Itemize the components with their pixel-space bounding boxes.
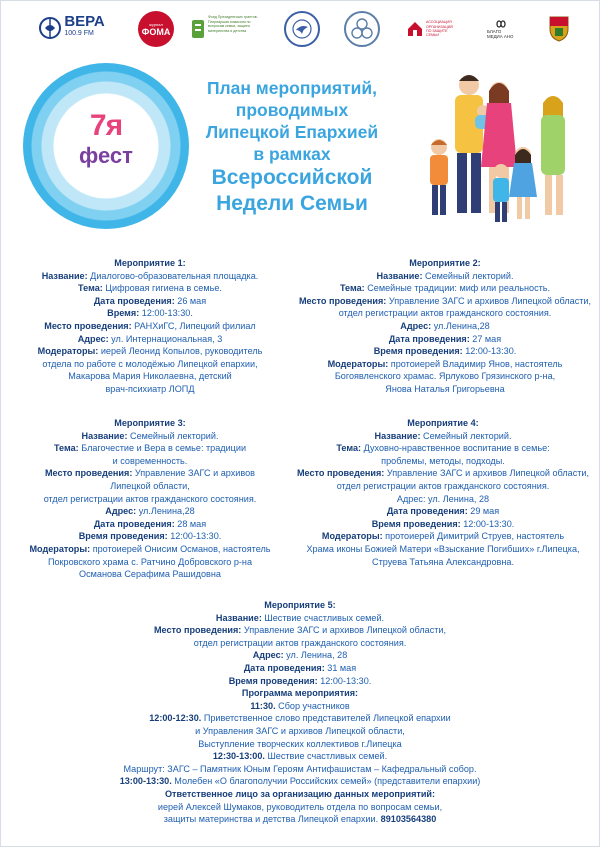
infinity-icon <box>493 19 509 29</box>
title-line-6: Недели Семьи <box>216 192 368 215</box>
blago-media-logo <box>482 11 520 47</box>
vera-name: ВЕРА <box>64 13 105 30</box>
event-line <box>291 383 599 396</box>
title-line-3: Липецкой Епархией <box>205 122 379 142</box>
field-label: 11:30. <box>250 700 276 711</box>
event-line <box>287 493 599 506</box>
field-label: Модераторы: <box>37 346 99 357</box>
festival-logo-line2: фест <box>79 143 133 168</box>
event-line <box>1 518 299 531</box>
event-2 <box>291 257 599 396</box>
foma-small: журнал <box>149 21 163 27</box>
field-value: и современность. <box>112 455 188 466</box>
field-label: Дата проведения: <box>386 506 468 517</box>
event-line <box>1 358 299 371</box>
event-line <box>1 430 299 443</box>
event-line <box>287 543 599 556</box>
field-label: Дата проведения: <box>243 662 325 673</box>
field-value: Семейный лекторий. <box>420 430 512 441</box>
fund-text: Фонд Президентских грантов. Патриаршая комиссия по вопросам семьи, защиты материнства и детства <box>208 15 258 33</box>
event-heading: Мероприятие 4: <box>407 418 479 428</box>
event-line <box>287 455 599 468</box>
event-4 <box>287 417 599 568</box>
event-line <box>291 320 599 333</box>
event-1 <box>1 257 299 396</box>
event-line <box>1 813 599 826</box>
coat-of-arms-icon <box>547 13 571 43</box>
event-line <box>1 383 299 396</box>
family-illustration <box>417 67 583 237</box>
field-value: 12:00-13:30. <box>139 308 193 319</box>
field-label: Название: <box>215 612 262 623</box>
event-line <box>1 637 599 650</box>
event-line <box>1 763 599 776</box>
event-line <box>1 370 299 383</box>
event-line <box>1 725 599 738</box>
event-line <box>287 556 599 569</box>
title-line-4: в рамках <box>253 144 331 164</box>
family-symbol-logo <box>344 11 380 47</box>
field-value: РАНХиГС, Липецкий филиал <box>131 320 256 331</box>
event-line <box>1 750 599 763</box>
vera-radio-logo <box>31 11 113 45</box>
field-value: Шествие счастливых семей. <box>264 751 388 762</box>
field-value: проблемы, методы, подходы. <box>381 455 505 466</box>
grant-fund-icon <box>191 18 205 40</box>
event-line <box>1 675 599 688</box>
field-value: ул.Ленина,28 <box>136 506 195 517</box>
field-label: Модераторы: <box>327 358 389 369</box>
event-line <box>1 307 299 320</box>
field-value: Благочестие и Вера в семье: традиции <box>78 443 247 454</box>
field-label: Название: <box>41 270 88 281</box>
event-line <box>1 700 599 713</box>
fund-logo <box>191 11 267 47</box>
event-line <box>1 345 299 358</box>
field-label: Время проведения: <box>371 518 461 529</box>
field-value: протоиерей Онисим Османов, настоятель <box>90 543 271 554</box>
field-value: Духовно-нравственное воспитание в семье: <box>361 443 550 454</box>
field-value: Цифровая гигиена в семье. <box>102 283 222 294</box>
field-label: Модераторы: <box>321 531 383 542</box>
field-label: Тема: <box>339 283 365 294</box>
event-line <box>1 801 599 814</box>
event-line <box>1 543 299 556</box>
field-value: отдел регистрации актов гражданского состояния. <box>338 308 552 319</box>
field-value: ул. Ленина, 28 <box>283 650 348 661</box>
field-value: Семейные традиции: миф или реальность. <box>364 283 551 294</box>
event-line <box>1 270 299 283</box>
field-label: Место проведения: <box>44 320 132 331</box>
field-value: 28 мая <box>174 518 207 529</box>
association-text: АССОЦИАЦИЯ ОРГАНИЗАЦИЙ ПО ЗАЩИТЕ СЕМЬИ <box>426 20 453 38</box>
field-value: Молебен «О благополучии Российских семей» (представители епархии) <box>171 776 481 787</box>
field-label: Дата проведения: <box>93 295 175 306</box>
field-label: Место проведения: <box>298 295 387 306</box>
event-line <box>1 788 599 801</box>
field-label: Тема: <box>78 283 103 294</box>
field-value: Управление ЗАГС и архивов Липецкой области, <box>384 468 590 479</box>
event-line <box>291 345 599 358</box>
festival-logo <box>75 109 137 177</box>
field-value: ул.Ленина,28 <box>431 320 490 331</box>
field-value: Маршрут: ЗАГС – Памятник Юным Героям Антифашистам – Кафедральный собор. <box>123 763 477 774</box>
field-value: Шествие счастливых семей. <box>261 612 385 623</box>
field-label: Место проведения: <box>153 625 242 636</box>
field-value: врач-психиатр ЛОПД <box>105 383 195 394</box>
event-line <box>287 442 599 455</box>
field-value: 12:00-13:30. <box>167 531 222 542</box>
commission-seal-logo <box>284 11 320 47</box>
field-label: Время проведения: <box>78 531 168 542</box>
event-line <box>1 662 599 675</box>
field-label: Адрес: <box>400 320 432 331</box>
association-logo <box>406 11 458 47</box>
title-line-5: Всероссийской <box>211 166 373 189</box>
field-label: Дата проведения: <box>388 333 470 344</box>
field-value: иерей Леонид Копылов, руководитель <box>98 346 263 357</box>
field-label: Тема: <box>336 443 362 454</box>
event-line <box>1 738 599 751</box>
field-label: Ответственное лицо за организацию данных мероприятий: <box>164 788 436 799</box>
event-line <box>287 505 599 518</box>
event-3 <box>1 417 299 581</box>
event-line <box>1 493 299 506</box>
field-value: Струева Татьяна Александровна. <box>372 556 514 567</box>
field-label: Дата проведения: <box>93 518 175 529</box>
field-value: 12:00-13:30. <box>317 675 372 686</box>
event-line <box>287 430 599 443</box>
field-value: Адрес: ул. Ленина, 28 <box>396 493 490 504</box>
event-heading: Мероприятие 2: <box>409 258 481 268</box>
field-label: Место проведения: <box>44 468 133 479</box>
field-value: Приветственное слово представителей Липецкой епархии <box>201 713 451 724</box>
event-5 <box>1 599 599 826</box>
field-value: Диалогово-образовательная площадка. <box>87 270 259 281</box>
field-label: Название: <box>376 270 423 281</box>
event-line <box>291 307 599 320</box>
fish-cross-icon <box>39 14 61 42</box>
event-line <box>1 556 299 569</box>
field-label: Место проведения: <box>296 468 385 479</box>
field-value: Управление ЗАГС и архивов Липецкой области, <box>241 625 447 636</box>
field-value: 12:00-13:30. <box>462 346 517 357</box>
field-label: Адрес: <box>77 333 109 344</box>
event-heading: Мероприятие 3: <box>114 418 186 428</box>
field-value: 31 мая <box>324 662 357 673</box>
field-value: Семейный лекторий. <box>127 430 219 441</box>
event-line <box>1 480 299 493</box>
field-value: 26 мая <box>174 295 207 306</box>
lipetsk-coat-of-arms <box>546 11 572 45</box>
field-value: Липецкой области, <box>110 480 190 491</box>
event-line <box>1 320 299 333</box>
family-house-icon <box>406 20 424 38</box>
event-line <box>1 624 599 637</box>
field-label: 12:30-13:00. <box>212 751 265 762</box>
foma-name: ФОМА <box>141 26 171 37</box>
event-line <box>1 467 299 480</box>
page-title <box>197 77 387 217</box>
event-line <box>1 333 299 346</box>
field-label: Время: <box>107 308 140 319</box>
field-label: 12:00-12:30. <box>149 713 202 724</box>
vera-freq: 100.9 FM <box>64 30 94 37</box>
field-value: и Управления ЗАГС и архивов Липецкой области, <box>195 725 405 736</box>
field-value: Янова Наталья Григорьевна <box>385 383 505 394</box>
field-label: Программа мероприятия: <box>241 688 359 699</box>
event-line <box>1 612 599 625</box>
event-line <box>1 775 599 788</box>
event-line <box>1 282 299 295</box>
field-label: Тема: <box>53 443 79 454</box>
event-line <box>1 442 299 455</box>
field-value: Семейный лекторий. <box>422 270 514 281</box>
field-value: протоиерей Димитрий Струев, настоятель <box>382 531 565 542</box>
event-heading: Мероприятие 5: <box>264 600 336 610</box>
field-value: 27 мая <box>469 333 502 344</box>
field-value: отдела по работе с молодёжью Липецкой епархии, <box>42 358 258 369</box>
event-line <box>291 358 599 371</box>
field-label: Время проведения: <box>228 675 318 686</box>
field-value: Османова Серафима Рашидовна <box>79 569 221 580</box>
field-value: протоиерей Владимир Янов, настоятель <box>388 358 563 369</box>
field-label: Название: <box>374 430 421 441</box>
event-heading: Мероприятие 1: <box>114 258 186 268</box>
field-value: Покровского храма с. Ратчино Добровского р-на <box>47 556 253 567</box>
field-label: Адрес: <box>252 650 284 661</box>
event-line <box>291 282 599 295</box>
event-line <box>287 518 599 531</box>
field-value: отдел регистрации актов гражданского состояния. <box>43 493 257 504</box>
event-line <box>287 530 599 543</box>
title-line-2: проводимых <box>235 100 349 120</box>
event-line <box>1 505 299 518</box>
field-label: Адрес: <box>105 506 137 517</box>
event-line <box>291 295 599 308</box>
interlace-icon <box>350 17 374 41</box>
event-line <box>1 712 599 725</box>
field-value: Сбор участников <box>275 700 350 711</box>
field-label: 13:00-13:30. <box>119 776 172 787</box>
event-line <box>1 530 299 543</box>
field-label: 89103564380 <box>380 814 437 825</box>
field-value: Храма иконы Божией Матери «Взыскание Погибших» г.Липецка, <box>306 543 580 554</box>
event-line <box>1 568 299 581</box>
event-line <box>287 467 599 480</box>
event-line <box>291 270 599 283</box>
field-value: Управление ЗАГС и архивов Липецкой области, <box>386 295 592 306</box>
field-value: иерей Алексей Шумаков, руководитель отдела по вопросам семьи, <box>157 801 443 812</box>
festival-logo-line1: 7я <box>89 109 123 142</box>
field-value: Макарова Мария Николаевна, детский <box>68 371 232 382</box>
festival-logo-ring <box>23 63 189 229</box>
partner-logos <box>1 9 599 55</box>
event-line <box>1 455 299 468</box>
field-value: отдел регистрации актов гражданского состояния. <box>336 480 550 491</box>
field-label: Модераторы: <box>29 543 91 554</box>
event-line <box>1 687 599 700</box>
field-value: Управление ЗАГС и архивов <box>132 468 255 479</box>
field-value: отдел регистрации актов гражданского состояния. <box>193 637 407 648</box>
field-value: ул. Интернациональная, 3 <box>108 333 223 344</box>
foma-logo <box>138 11 174 47</box>
field-label: Название: <box>81 430 128 441</box>
dove-icon <box>291 18 313 40</box>
event-line <box>291 333 599 346</box>
blago-text: БЛАГО МЕДИА АНО <box>487 29 514 39</box>
field-label: Время проведения: <box>373 346 463 357</box>
title-line-1: План мероприятий, <box>206 78 378 98</box>
field-value: 29 мая <box>467 506 500 517</box>
field-value: 12:00-13:30. <box>460 518 515 529</box>
event-line <box>1 649 599 662</box>
event-line <box>287 480 599 493</box>
event-line <box>291 370 599 383</box>
field-value: Богоявленского храмас. Ярлуково Грязинского р-на, <box>334 371 556 382</box>
field-value: защиты материнства и детства Липецкой епархии. <box>163 814 381 825</box>
field-value: Выступление творческих коллективов г.Липецка <box>198 738 402 749</box>
event-line <box>1 295 299 308</box>
